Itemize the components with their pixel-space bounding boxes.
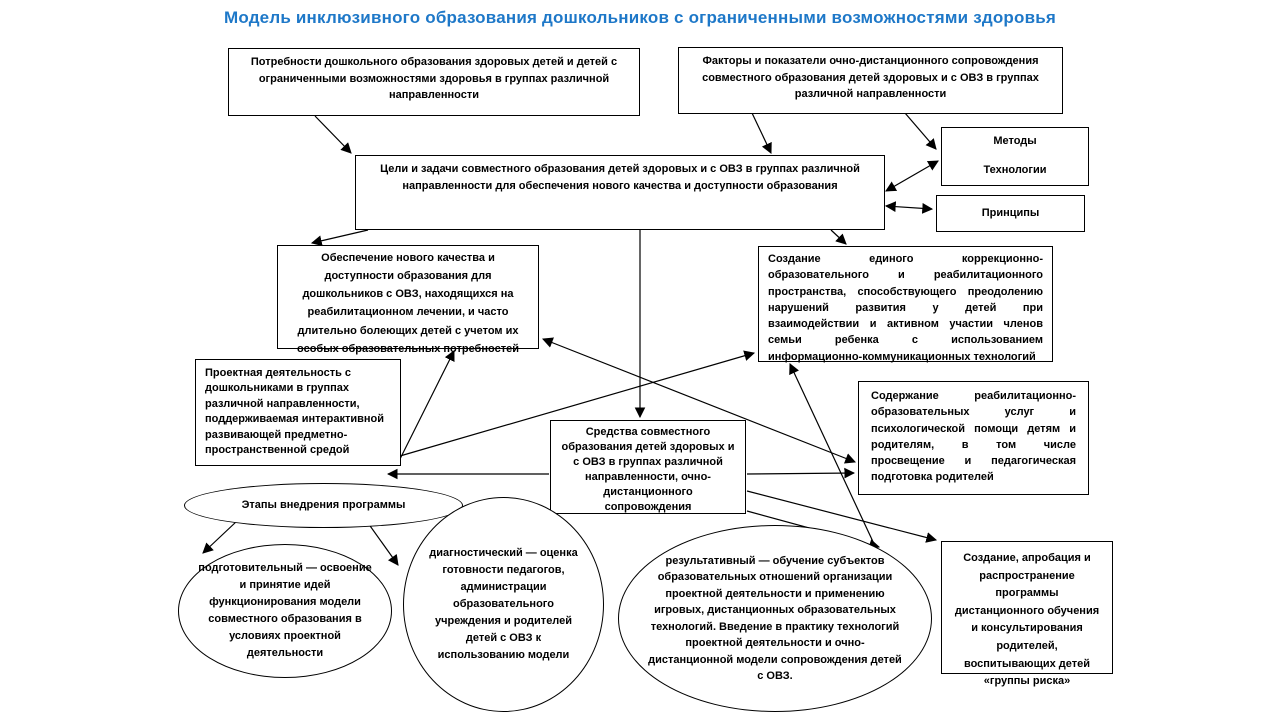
node-podgotovitelny — [178, 544, 392, 678]
node-metody — [941, 127, 1089, 186]
arrow-tseli-printsipy — [886, 206, 932, 209]
node-potrebnosti-label: Потребности дошкольного образования здоровых детей и детей с ограниченными возможностями здоровья в группах различной направленности — [250, 56, 618, 101]
arrow-tseli-to-sozdanie-prostranstva — [831, 230, 846, 244]
arrow-sredstva-to-soderzhanie — [747, 473, 854, 474]
arrow-faktory-to-metody — [905, 113, 936, 149]
node-potrebnosti — [228, 48, 640, 116]
node-etapy — [184, 483, 463, 528]
node-soderzhanie — [858, 381, 1089, 495]
node-diagnostichesky — [403, 497, 604, 712]
node-soderzhanie-label: Содержание реабилитационно-образовательных услуг и психологической помощи детям и родителям, в том числе просвещение и педагогическая подготовка родителей — [871, 390, 1076, 484]
node-printsipy-label: Принципы — [981, 207, 1040, 220]
arrow-faktory-to-tseli — [752, 113, 771, 153]
node-sozdanie-programmy-label: Создание, апробация и распространение программы дистанционного обучения и консультирования родителей, воспитывающих детей «группы риска» — [954, 552, 1100, 688]
arrow-etapy-to-podgotovitelny — [203, 521, 237, 553]
arrow-potrebnosti-to-tseli — [315, 116, 351, 153]
node-faktory — [678, 47, 1063, 114]
node-obespechenie — [277, 245, 539, 355]
arrow-tseli-to-obespechenie — [312, 230, 368, 243]
node-sredstva — [550, 420, 746, 514]
node-rezultativny — [618, 525, 932, 712]
node-obespechenie-label: Обеспечение нового качества и доступности образования для дошкольников с ОВЗ, находящихся на реабилитационном лечении, и часто длительно болеющих детей с учетом их особых образовательных потребностей — [297, 252, 519, 355]
node-podgotovitelny-label: подготовительный — освоение и принятие идей функционирования модели совместного образования в условиях проектной деятельности — [198, 561, 372, 660]
node-sredstva-label: Средства совместного образования детей здоровых и с ОВЗ в группах различной направленности, очно-дистанционного сопровождения — [561, 426, 735, 514]
node-diagnostichesky-label: диагностический — оценка готовности педагогов, администрации образовательного учреждения и родителей детей с ОВЗ к использованию модели — [429, 546, 578, 662]
node-proektnaya-label: Проектная деятельность с дошкольниками в группах различной направленности, поддерживаемая интерактивной развивающей предметно-пространственной средой — [205, 367, 385, 456]
node-sozdanie-programmy — [941, 541, 1113, 688]
diagram-title: Модель инклюзивного образования дошкольников с ограниченными возможностями здоровья — [223, 8, 1057, 27]
node-metody-label: Методы — [993, 135, 1037, 147]
node-proektnaya — [195, 359, 401, 466]
node-tseli-label: Цели и задачи совместного образования детей здоровых и с ОВЗ в группах различной направленности для обеспечения нового качества и доступности образования — [380, 163, 860, 193]
arrow-etapy-to-diagnostichesky — [368, 523, 398, 565]
node-etapy-label: Этапы внедрения программы — [241, 499, 406, 512]
node-sozdanie-prostranstva-label: Создание единого коррекционно-образовательного и реабилитационного пространства, способствующего преодолению нарушений развития у детей при взаимодействии и активном участии членов семьи ребенка с использованием информационно-коммуникационных технологий — [768, 253, 1043, 363]
node-tseli — [355, 155, 885, 230]
node-faktory-label: Факторы и показатели очно-дистанционного сопровождения совместного образования детей здоровых и с ОВЗ в группах различной направленности — [702, 55, 1039, 100]
node-printsipy — [936, 195, 1085, 232]
node-rezultativny-label: результативный — обучение субъектов образовательных отношений организации проектной деятельности и применению игровых, дистанционных образовательных технологий. Введение в практику технологий проектной деятельности и очно-дистанционной модели сопровождения детей с ОВЗ. — [648, 554, 902, 682]
node-sozdanie-prostranstva — [758, 246, 1053, 362]
node-tekhnologii-label: Технологии — [983, 163, 1047, 176]
arrow-tseli-metody — [886, 161, 938, 191]
